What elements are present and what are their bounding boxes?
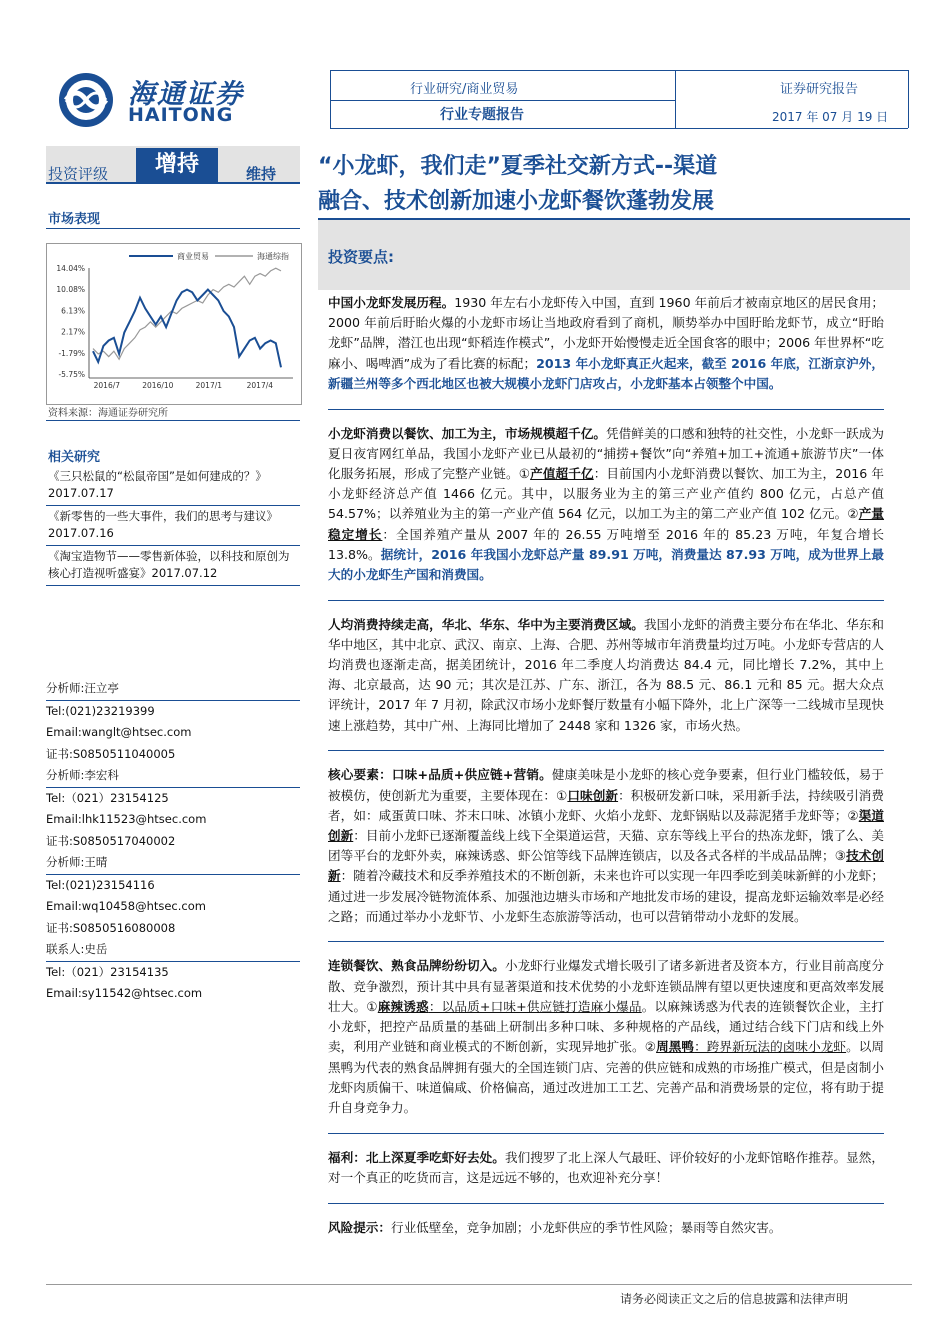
y-tick-label: -1.79% — [58, 348, 85, 358]
analyst-email[interactable]: Email:lhk11523@htsec.com — [46, 812, 207, 826]
para-subheading: 口味创新 — [567, 787, 619, 803]
header-rule — [330, 128, 908, 129]
analyst-email[interactable]: Email:wq10458@htsec.com — [46, 899, 206, 913]
analyst-name: 分析师:李宏科 — [46, 765, 300, 788]
header-divider — [908, 70, 909, 128]
report-date: 2017 年 07 月 19 日 — [772, 110, 889, 124]
y-tick-label: -5.75% — [58, 370, 85, 379]
para-text: 我国小龙虾的消费主要分布在华北、华东和华中地区，其中北京、武汉、南京、上海、合肥、苏州等城市年消费量均过万吨。小龙虾专营店的人均消费也逐渐走高，据美团统计，2016 年二季度人均消费达 84.4 元，同比增长 7.2%，其中上海、北京最高，达 90 元；其次是江苏、广东、浙江，各为 88.5 元、86.1 元和 85 元。据大众点评统计，2017 年 7 月初，除武汉市场小龙虾餐厅数量有小幅下降外，北上广深等一二线城市呈现快速上涨趋势，其中广州、上海同比增加了 2448 家和 1326 家，市场火热。 — [328, 616, 885, 733]
x-tick-label: 2016/10 — [142, 381, 174, 390]
para-history — [328, 293, 884, 394]
para-divider — [328, 750, 884, 751]
header-rule — [330, 70, 908, 71]
analyst-tel: Tel:(021)23154116 — [46, 877, 155, 892]
report-subtitle: 融合、技术创新加速小龙虾餐饮蓬勃发展 — [318, 189, 715, 214]
report-title: “小龙虾，我们走”夏季社交新方式--渠道 — [318, 154, 718, 179]
analyst-cert: 证书:S0850517040002 — [46, 833, 176, 848]
y-tick-label: 10.08% — [56, 285, 85, 295]
analyst-tel: Tel:(021)23219399 — [46, 703, 155, 718]
header-rule — [330, 100, 675, 101]
para-heading: 小龙虾消费以餐饮、加工为主，市场规模超千亿。 — [328, 425, 607, 441]
para-text: 健康美味是小龙虾的核心竞争要素，但行业门槛较低，易于被模仿，使创新尤为重要，主要体现在：① — [328, 767, 884, 803]
para-regions — [328, 615, 884, 736]
x-tick-label: 2017/1 — [195, 381, 223, 390]
related-list — [46, 466, 300, 586]
para-text: 。以麻辣诱惑为代表的连锁餐饮企业，主打小龙虾，把控产品质量的基础上研制出多种口味、多种规格的产品线，通过结合线下门店和线上外卖，利用产业链和商业模式的不断创新，实现异地扩张。② — [328, 998, 885, 1055]
analyst-name: 分析师:王晴 — [46, 852, 300, 875]
market-chart — [46, 243, 302, 405]
logo-en: HAITONG — [128, 104, 234, 126]
para-heading: 核心要素：口味+品质+供应链+营销。 — [328, 767, 552, 783]
report-category: 行业研究/商业贸易 — [410, 82, 519, 97]
analyst-cert: 证书:S0850516080008 — [46, 920, 176, 935]
para-divider — [328, 941, 884, 942]
para-chains — [328, 956, 884, 1118]
para-welfare — [328, 1148, 884, 1188]
para-core-factors — [328, 765, 884, 927]
para-text: ：全国养殖产量从 2007 年的 26.55 万吨增至 2016 年的 85.23 万吨，年复合增长 13.8%。 — [328, 526, 885, 562]
legend-series1: 商业贸易 — [177, 252, 209, 261]
x-tick-label: 2016/7 — [93, 381, 121, 390]
para-subheading: 渠道创新 — [328, 807, 884, 843]
para-heading: 中国小龙虾发展历程。 — [328, 295, 455, 310]
contact-name: 联系人:史岳 — [46, 939, 300, 962]
para-divider — [328, 1203, 884, 1204]
para-subheading: 产量稳定增长 — [328, 506, 885, 542]
para-consumption — [328, 424, 884, 586]
haitong-logo-icon — [56, 70, 116, 130]
chart-source: 资料来源：海通证券研究所 — [48, 408, 168, 419]
rating-value: 增持 — [136, 148, 218, 182]
y-tick-label: 14.04% — [56, 264, 85, 273]
para-underline: ：以品质+口味+供应链打造麻小爆品 — [428, 998, 642, 1014]
para-heading: 风险提示： — [328, 1219, 391, 1235]
para-text: 凭借鲜美的口感和独特的社交性，小龙虾一跃成为夏日夜宵网红单品，我国小龙虾产业已从最初的“捕捞+餐饮”向“养殖+加工+流通+旅游节庆”一体化服务拓展，形成了完整产业链。① — [328, 425, 885, 481]
legend-series2: 海通综指 — [257, 252, 289, 261]
para-text: 1930 年左右小龙虾传入中国，直到 1960 年前后才被南京地区的居民食用；2000 年前后盱眙火爆的小龙虾市场让当地政府看到了商机，顺势举办中国盱眙龙虾节，成立“盱眙龙虾”品牌，潜江也出现“虾稻连作模式”，小龙虾开始慢慢走近全国食客的眼中；2006 年世界杯“吃麻小、喝啤酒”成为了看比赛的标配； — [328, 295, 884, 371]
para-heading: 福利：北上深夏季吃虾好去处。 — [328, 1149, 505, 1165]
header-divider — [675, 70, 676, 128]
contact-email[interactable]: Email:sy11542@htsec.com — [46, 986, 203, 1000]
related-item[interactable]: 《淘宝造物节——零售新体验，以科技和原创为核心打造视听盛宴》2017.07.12 — [46, 546, 300, 586]
para-text: 小龙虾行业爆发式增长吸引了诸多新进者及资本方，行业目前高度分散、竞争激烈，预计其中具有显著渠道和技术优势的小龙虾连锁品牌有望以更快速度和更高效率发展壮大。① — [328, 958, 885, 1014]
footer-rule — [46, 1284, 912, 1285]
para-divider — [328, 600, 884, 601]
analyst-name: 分析师:汪立亭 — [46, 678, 300, 701]
related-section-title: 相关研究 — [48, 450, 101, 465]
rating-change: 维持 — [246, 165, 277, 183]
summary-header-box — [318, 218, 910, 290]
para-text: 行业低壁垒，竞争加剧；小龙虾供应的季节性风险；暴雨等自然灾害。 — [390, 1219, 782, 1235]
para-subheading: 产值超千亿 — [530, 465, 594, 481]
footer-disclaimer[interactable]: 请务必阅读正文之后的信息披露和法律声明 — [620, 1292, 849, 1306]
para-subheading: 麻辣诱惑 — [377, 998, 429, 1014]
para-heading: 人均消费持续走高，华北、华东、华中为主要消费区域。 — [328, 616, 644, 632]
main-body — [328, 293, 884, 1252]
related-item[interactable]: 《新零售的一些大事件，我们的思考与建议》2017.07.16 — [46, 506, 300, 546]
report-type: 行业专题报告 — [440, 107, 524, 123]
related-item[interactable]: 《三只松鼠的“松鼠帝国”是如何建成的？》2017.07.17 — [46, 466, 300, 506]
y-tick-label: 6.13% — [61, 306, 85, 316]
market-chart-svg — [47, 244, 301, 404]
rating-label: 投资评级 — [48, 165, 109, 183]
para-text: ：目前国内小龙虾消费以餐饮、加工为主，2016 年小龙虾经济总产值 1466 亿元。其中，以服务业为主的第三产业产值约 800 亿元，占总产值 54.57%；以养殖业为主的第一产业产值 564 亿元，以加工为主的第二产业产值 102 亿元。② — [328, 465, 885, 522]
para-text: 。以周黑鸭为代表的熟食品牌拥有强大的全国连锁门店、完善的供应链和成熟的市场推广模式，但是卤制小龙虾肉质偏干、味道偏咸、价格偏高，通过改进加工工艺、完善产品和消费场景的定位，将有助于提升自身竞争力。 — [328, 1039, 885, 1115]
para-subheading: 周黑鸭 — [656, 1039, 695, 1055]
x-tick-label: 2017/4 — [246, 381, 274, 390]
para-text: ：随着冷藏技术和反季养殖技术的不断创新，未来也许可以实现一年四季吃到美味新鲜的小龙虾；通过进一步发展冷链物流体系、加强池边塘头市场和产地批发市场的建设，提高龙虾运输效率是必经之路；而通过举办小龙虾节、小龙虾生态旅游等活动，也可以营销带动小龙虾的发展。 — [328, 868, 885, 924]
header-divider — [330, 70, 331, 128]
para-highlight: 据统计，2016 年我国小龙虾总产量 89.91 万吨，消费量达 87.93 万吨，成为世界上最大的小龙虾生产国和消费国。 — [328, 546, 884, 582]
analyst-email[interactable]: Email:wanglt@htsec.com — [46, 725, 192, 739]
market-section-title: 市场表现 — [48, 212, 101, 227]
para-text: ：积极研发新口味，采用新手法，持续吸引消费者，如：咸蛋黄口味、芥末口味、冰镇小龙虾、火焰小龙虾、龙虾锅贴以及蒜泥猪手龙虾等；② — [328, 787, 885, 823]
report-label: 证券研究报告 — [780, 82, 859, 97]
para-heading: 连锁餐饮、熟食品牌纷纷切入。 — [328, 958, 505, 974]
para-text: 我们搜罗了北上深人气最旺、评价较好的小龙虾馆略作推荐。显然，对一个真正的吃货而言，这是远远不够的，也欢迎补充分享！ — [328, 1149, 885, 1185]
contact-tel: Tel:（021）23154135 — [46, 964, 169, 979]
section-rule — [46, 228, 300, 229]
para-divider — [328, 409, 884, 410]
analyst-cert: 证书:S0850511040005 — [46, 746, 176, 761]
para-divider — [328, 1133, 884, 1134]
para-text: ：目前小龙虾已逐渐覆盖线上线下全渠道运营，天猫、京东等线上平台的热冻龙虾，饿了么、美团等平台的龙虾外卖，麻辣诱惑、虾公馆等线下品牌连锁店，以及各式各样的半成品品牌；③ — [328, 827, 885, 864]
analyst-tel: Tel:（021）23154125 — [46, 790, 169, 805]
y-tick-label: 2.17% — [61, 327, 85, 337]
para-risk — [328, 1218, 884, 1238]
para-underline: ：跨界新玩法的卤味小龙虾 — [694, 1039, 847, 1055]
analyst-list — [46, 678, 300, 1005]
summary-title: 投资要点: — [328, 248, 394, 266]
para-highlight: 2013 年小龙虾真正火起来，截至 2016 年底，江浙京沪外，新疆兰州等多个西北地区也被大规模小龙虾门店攻占，小龙虾基本占领整个中国。 — [328, 355, 884, 391]
para-subheading: 技术创新 — [328, 848, 885, 884]
logo-cn: 海通证券 — [128, 79, 244, 110]
section-rule — [46, 420, 300, 421]
